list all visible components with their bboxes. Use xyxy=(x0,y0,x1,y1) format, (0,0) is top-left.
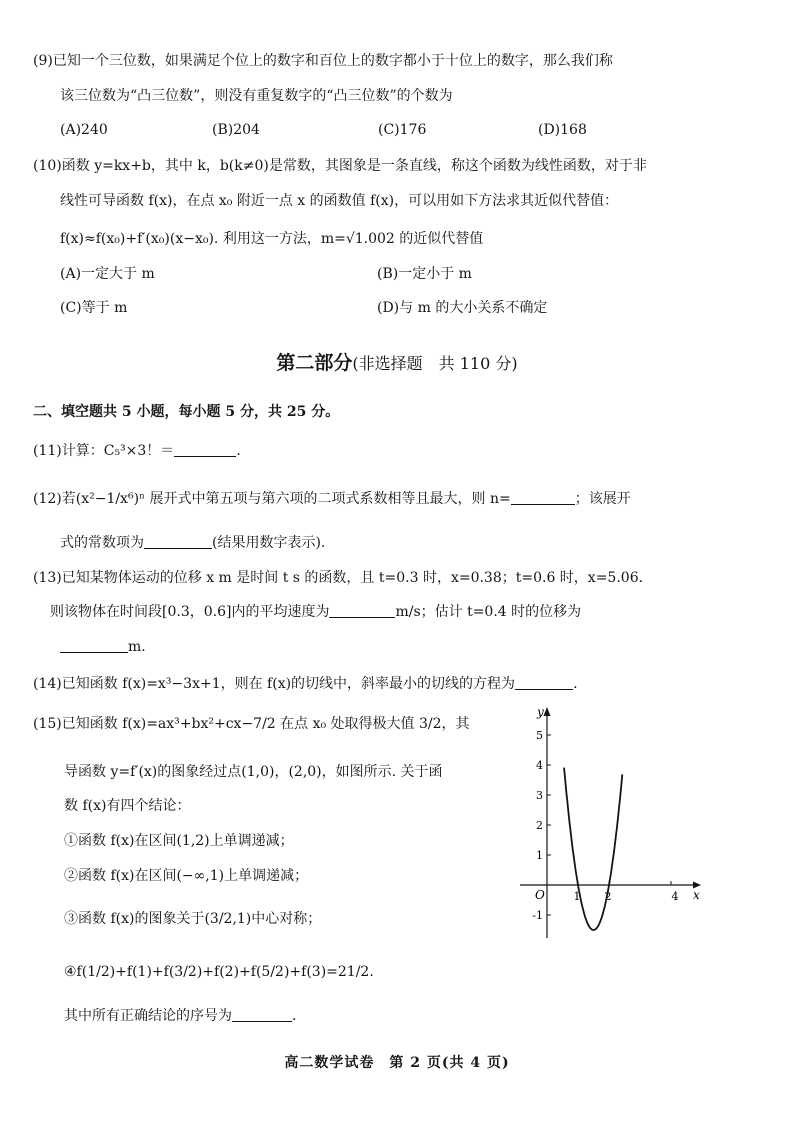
derivative-graph xyxy=(515,702,705,942)
q10-line2: 线性可导函数 f(x)，在点 x₀ 附近一点 x 的函数值 f(x)，可以用如下方法求其近似代替值： xyxy=(60,193,619,209)
q12-constant-blank[interactable] xyxy=(144,534,212,549)
q15-line3: 数 f(x)有四个结论： xyxy=(64,798,191,814)
q9-option-d: (D)168 xyxy=(538,122,587,138)
q15-ask xyxy=(64,1006,296,1026)
q15-conclusion-2: ②函数 f(x)在区间(−∞,1)上单调递减； xyxy=(64,868,309,884)
q15-conclusion-1: ①函数 f(x)在区间(1,2)上单调递减； xyxy=(64,833,294,849)
q13-line3 xyxy=(60,637,146,657)
origin-label: O xyxy=(535,888,545,902)
q15-answer-blank[interactable] xyxy=(232,1007,292,1022)
q15-conclusion-4: ④f(1/2)+f(1)+f(3/2)+f(2)+f(5/2)+f(3)=21/2. xyxy=(64,964,374,980)
page-footer: 高二数学试卷 第 2 页(共 4 页) xyxy=(284,1055,510,1071)
q13-velocity-blank[interactable] xyxy=(329,603,395,618)
y-tick-label-5: 5 xyxy=(536,729,543,742)
part2-heading xyxy=(0,351,794,376)
q14-text: (14)已知函数 f(x)=x³−3x+1，则在 f(x)的切线中，斜率最小的切线的方程为 xyxy=(33,676,516,692)
part2-title: 第二部分 xyxy=(276,352,353,374)
q10-option-b: (B)一定小于 m xyxy=(377,266,472,282)
x-tick-label-1: 1 xyxy=(573,890,581,903)
y-tick-label-1: 1 xyxy=(536,849,543,862)
q12-line1 xyxy=(33,489,631,509)
q15-end: . xyxy=(292,1008,297,1024)
section2-title: 二、填空题共 5 小题，每小题 5 分，共 25 分。 xyxy=(33,404,340,420)
q13-line2-end: m/s；估计 t=0.4 时的位移为 xyxy=(395,604,582,620)
q14-end: . xyxy=(573,676,578,692)
derivative-curve xyxy=(564,768,622,930)
q13-displacement-blank[interactable] xyxy=(60,638,128,653)
q15-line1: (15)已知函数 f(x)=ax³+bx²+cx−7/2 在点 x₀ 处取得极大值 3/2，其 xyxy=(33,716,470,732)
q12-line1-end: ；该展开 xyxy=(574,491,631,507)
q12-line2 xyxy=(60,533,325,553)
q12-n-blank[interactable] xyxy=(511,490,575,505)
q13-line3-unit: m. xyxy=(128,639,146,655)
x-tick-label-4: 4 xyxy=(671,890,679,903)
q11 xyxy=(33,441,241,461)
q10-line3: f(x)≈f(x₀)+f′(x₀)(x−x₀). 利用这一方法，m=√1.002 的近似代替值 xyxy=(60,231,484,247)
part2-note: (非选择题 共 110 分) xyxy=(352,354,518,373)
q15-conclusion-3: ③函数 f(x)的图象关于(3/2,1)中心对称； xyxy=(64,911,322,927)
q11-end: . xyxy=(236,443,241,459)
q10-option-d: (D)与 m 的大小关系不确定 xyxy=(377,300,548,316)
q13-line2 xyxy=(50,602,581,622)
q13-line2-text: 则该物体在时间段[0.3，0.6]内的平均速度为 xyxy=(50,604,330,620)
x-tick-label-2: 2 xyxy=(604,890,612,903)
y-tick-label-4: 4 xyxy=(536,759,543,772)
y-axis-label: y xyxy=(537,705,544,719)
q10-option-a: (A)一定大于 m xyxy=(60,266,155,282)
q12-line2-text: 式的常数项为 xyxy=(60,535,144,551)
q15-ask-text: 其中所有正确结论的序号为 xyxy=(64,1008,232,1024)
q9-line1: (9)已知一个三位数，如果满足个位上的数字和百位上的数字都小于十位上的数字，那么我们称 xyxy=(33,53,613,69)
q9-option-a: (A)240 xyxy=(60,122,108,138)
q10-line1: (10)函数 y=kx+b，其中 k，b(k≠0)是常数，其图象是一条直线，称这个函数为线性函数，对于非 xyxy=(33,158,647,174)
q12-line2-end: (结果用数字表示). xyxy=(212,535,326,551)
q9-option-b: (B)204 xyxy=(212,122,260,138)
q10-option-c: (C)等于 m xyxy=(60,300,128,316)
x-axis-label: x xyxy=(693,888,700,902)
q9-option-c: (C)176 xyxy=(378,122,427,138)
q12-line1-text: (12)若(x²−1/x⁶)ⁿ 展开式中第五项与第六项的二项式系数相等且最大，则 n= xyxy=(33,491,511,507)
q14 xyxy=(33,674,578,694)
y-tick-label-3: 3 xyxy=(536,789,543,802)
q15-line2: 导函数 y=f′(x)的图象经过点(1,0)，(2,0)，如图所示. 关于函 xyxy=(64,764,443,780)
y-tick-label-neg1: -1 xyxy=(532,909,543,922)
q11-text: (11)计算：C₅³×3！＝ xyxy=(33,443,175,459)
q14-answer-blank[interactable] xyxy=(515,675,573,690)
y-axis-arrow xyxy=(544,707,551,716)
q11-answer-blank[interactable] xyxy=(174,442,236,457)
q13-line1: (13)已知某物体运动的位移 x m 是时间 t s 的函数，且 t=0.3 时，x=0.38；t=0.6 时，x=5.06. xyxy=(33,570,644,586)
y-tick-label-2: 2 xyxy=(536,819,543,832)
q9-line2: 该三位数为“凸三位数”，则没有重复数字的“凸三位数”的个数为 xyxy=(60,88,453,104)
